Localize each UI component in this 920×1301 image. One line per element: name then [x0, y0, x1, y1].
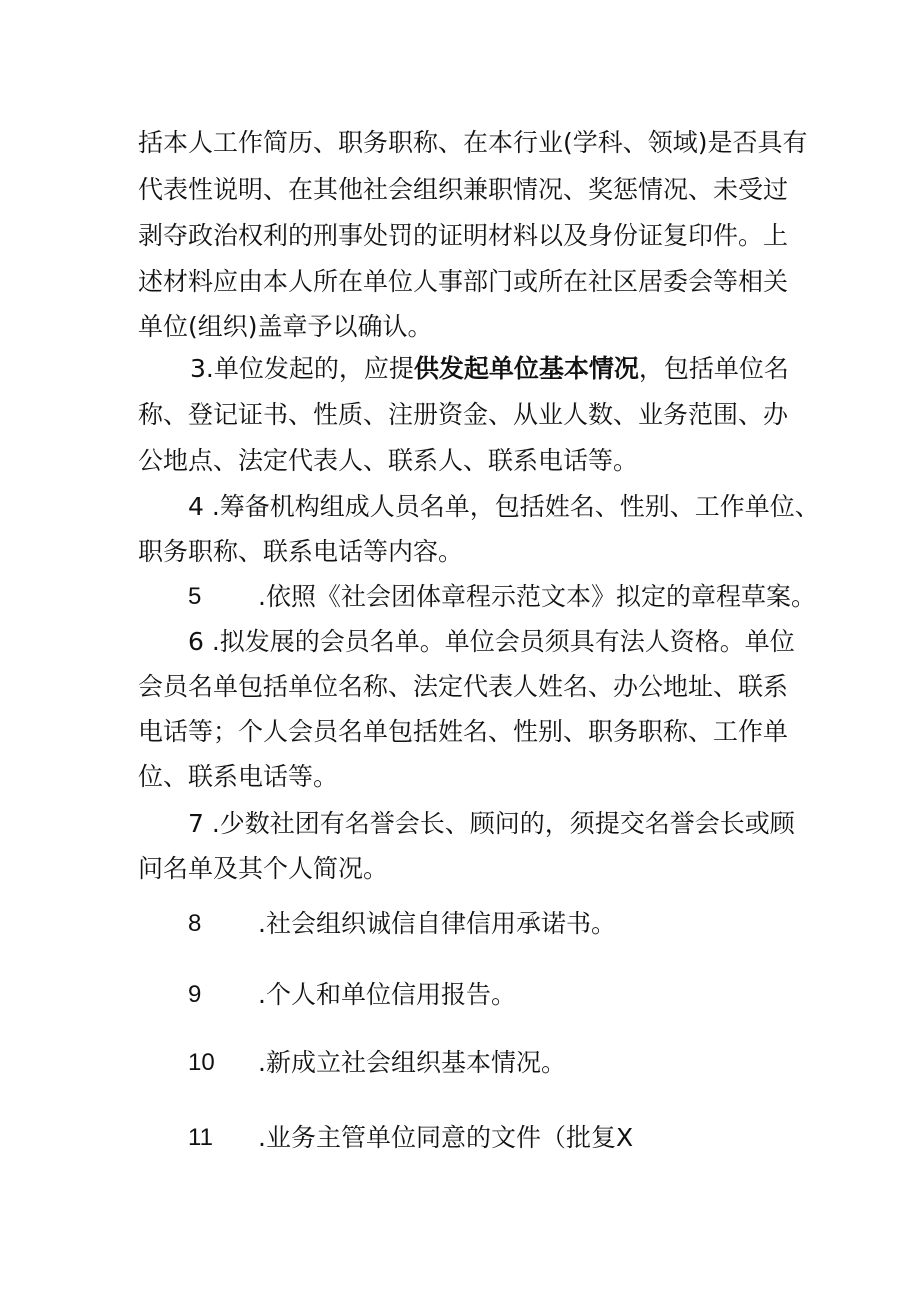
- item-3-tail: ，包括单位名: [638, 354, 789, 383]
- item-7-line-2: 问名单及其个人简况。: [138, 854, 389, 883]
- item-11-number: 11: [188, 1124, 213, 1151]
- item-11-text: .业务主管单位同意的文件（批复X: [258, 1123, 634, 1152]
- item-8-text: .社会组织诚信自律信用承诺书。: [258, 909, 616, 938]
- item-3-bold: 供发起单位基本情况: [413, 354, 639, 383]
- paragraph-line: 单位(组织)盖章予以确认。: [138, 312, 433, 341]
- item-3-lead: 3.单位发起的，应提: [190, 354, 414, 383]
- paragraph-line: 述材料应由本人所在单位人事部门或所在社区居委会等相关: [138, 267, 789, 296]
- paragraph-line: 代表性说明、在其他社会组织兼职情况、奖惩情况、未受过: [138, 175, 789, 204]
- item-6-line-1: 6 .拟发展的会员名单。单位会员须具有法人资格。单位: [188, 627, 795, 656]
- item-7-line-1: 7 .少数社团有名誉会长、顾问的，须提交名誉会长或顾: [188, 809, 795, 838]
- paragraph-line: 剥夺政治权利的刑事处罚的证明材料以及身份证复印件。上: [138, 221, 789, 250]
- item-4-line-1: 4 .筹备机构组成人员名单，包括姓名、性别、工作单位、: [188, 492, 820, 521]
- item-6-line-3: 电话等；个人会员名单包括姓名、性别、职务职称、工作单: [138, 717, 789, 746]
- item-4-line-2: 职务职称、联系电话等内容。: [138, 537, 464, 566]
- item-3-line-1: [190, 353, 789, 385]
- item-10-number: 10: [188, 1049, 215, 1076]
- item-9-text: .个人和单位信用报告。: [258, 980, 516, 1009]
- item-3-line-2: 称、登记证书、性质、注册资金、从业人数、业务范围、办: [138, 400, 789, 429]
- item-9-number: 9: [188, 981, 202, 1008]
- paragraph-line: 括本人工作简历、职务职称、在本行业(学科、领域)是否具有: [138, 128, 808, 157]
- item-6-line-4: 位、联系电话等。: [138, 762, 339, 791]
- item-5-number: 5: [188, 583, 202, 610]
- item-10-text: .新成立社会组织基本情况。: [258, 1048, 566, 1077]
- item-3-line-3: 公地点、法定代表人、联系人、联系电话等。: [138, 446, 639, 475]
- item-6-line-2: 会员名单包括单位名称、法定代表人姓名、办公地址、联系: [138, 672, 789, 701]
- item-5-text: .依照《社会团体章程示范文本》拟定的章程草案。: [258, 582, 816, 611]
- item-8-number: 8: [188, 910, 202, 937]
